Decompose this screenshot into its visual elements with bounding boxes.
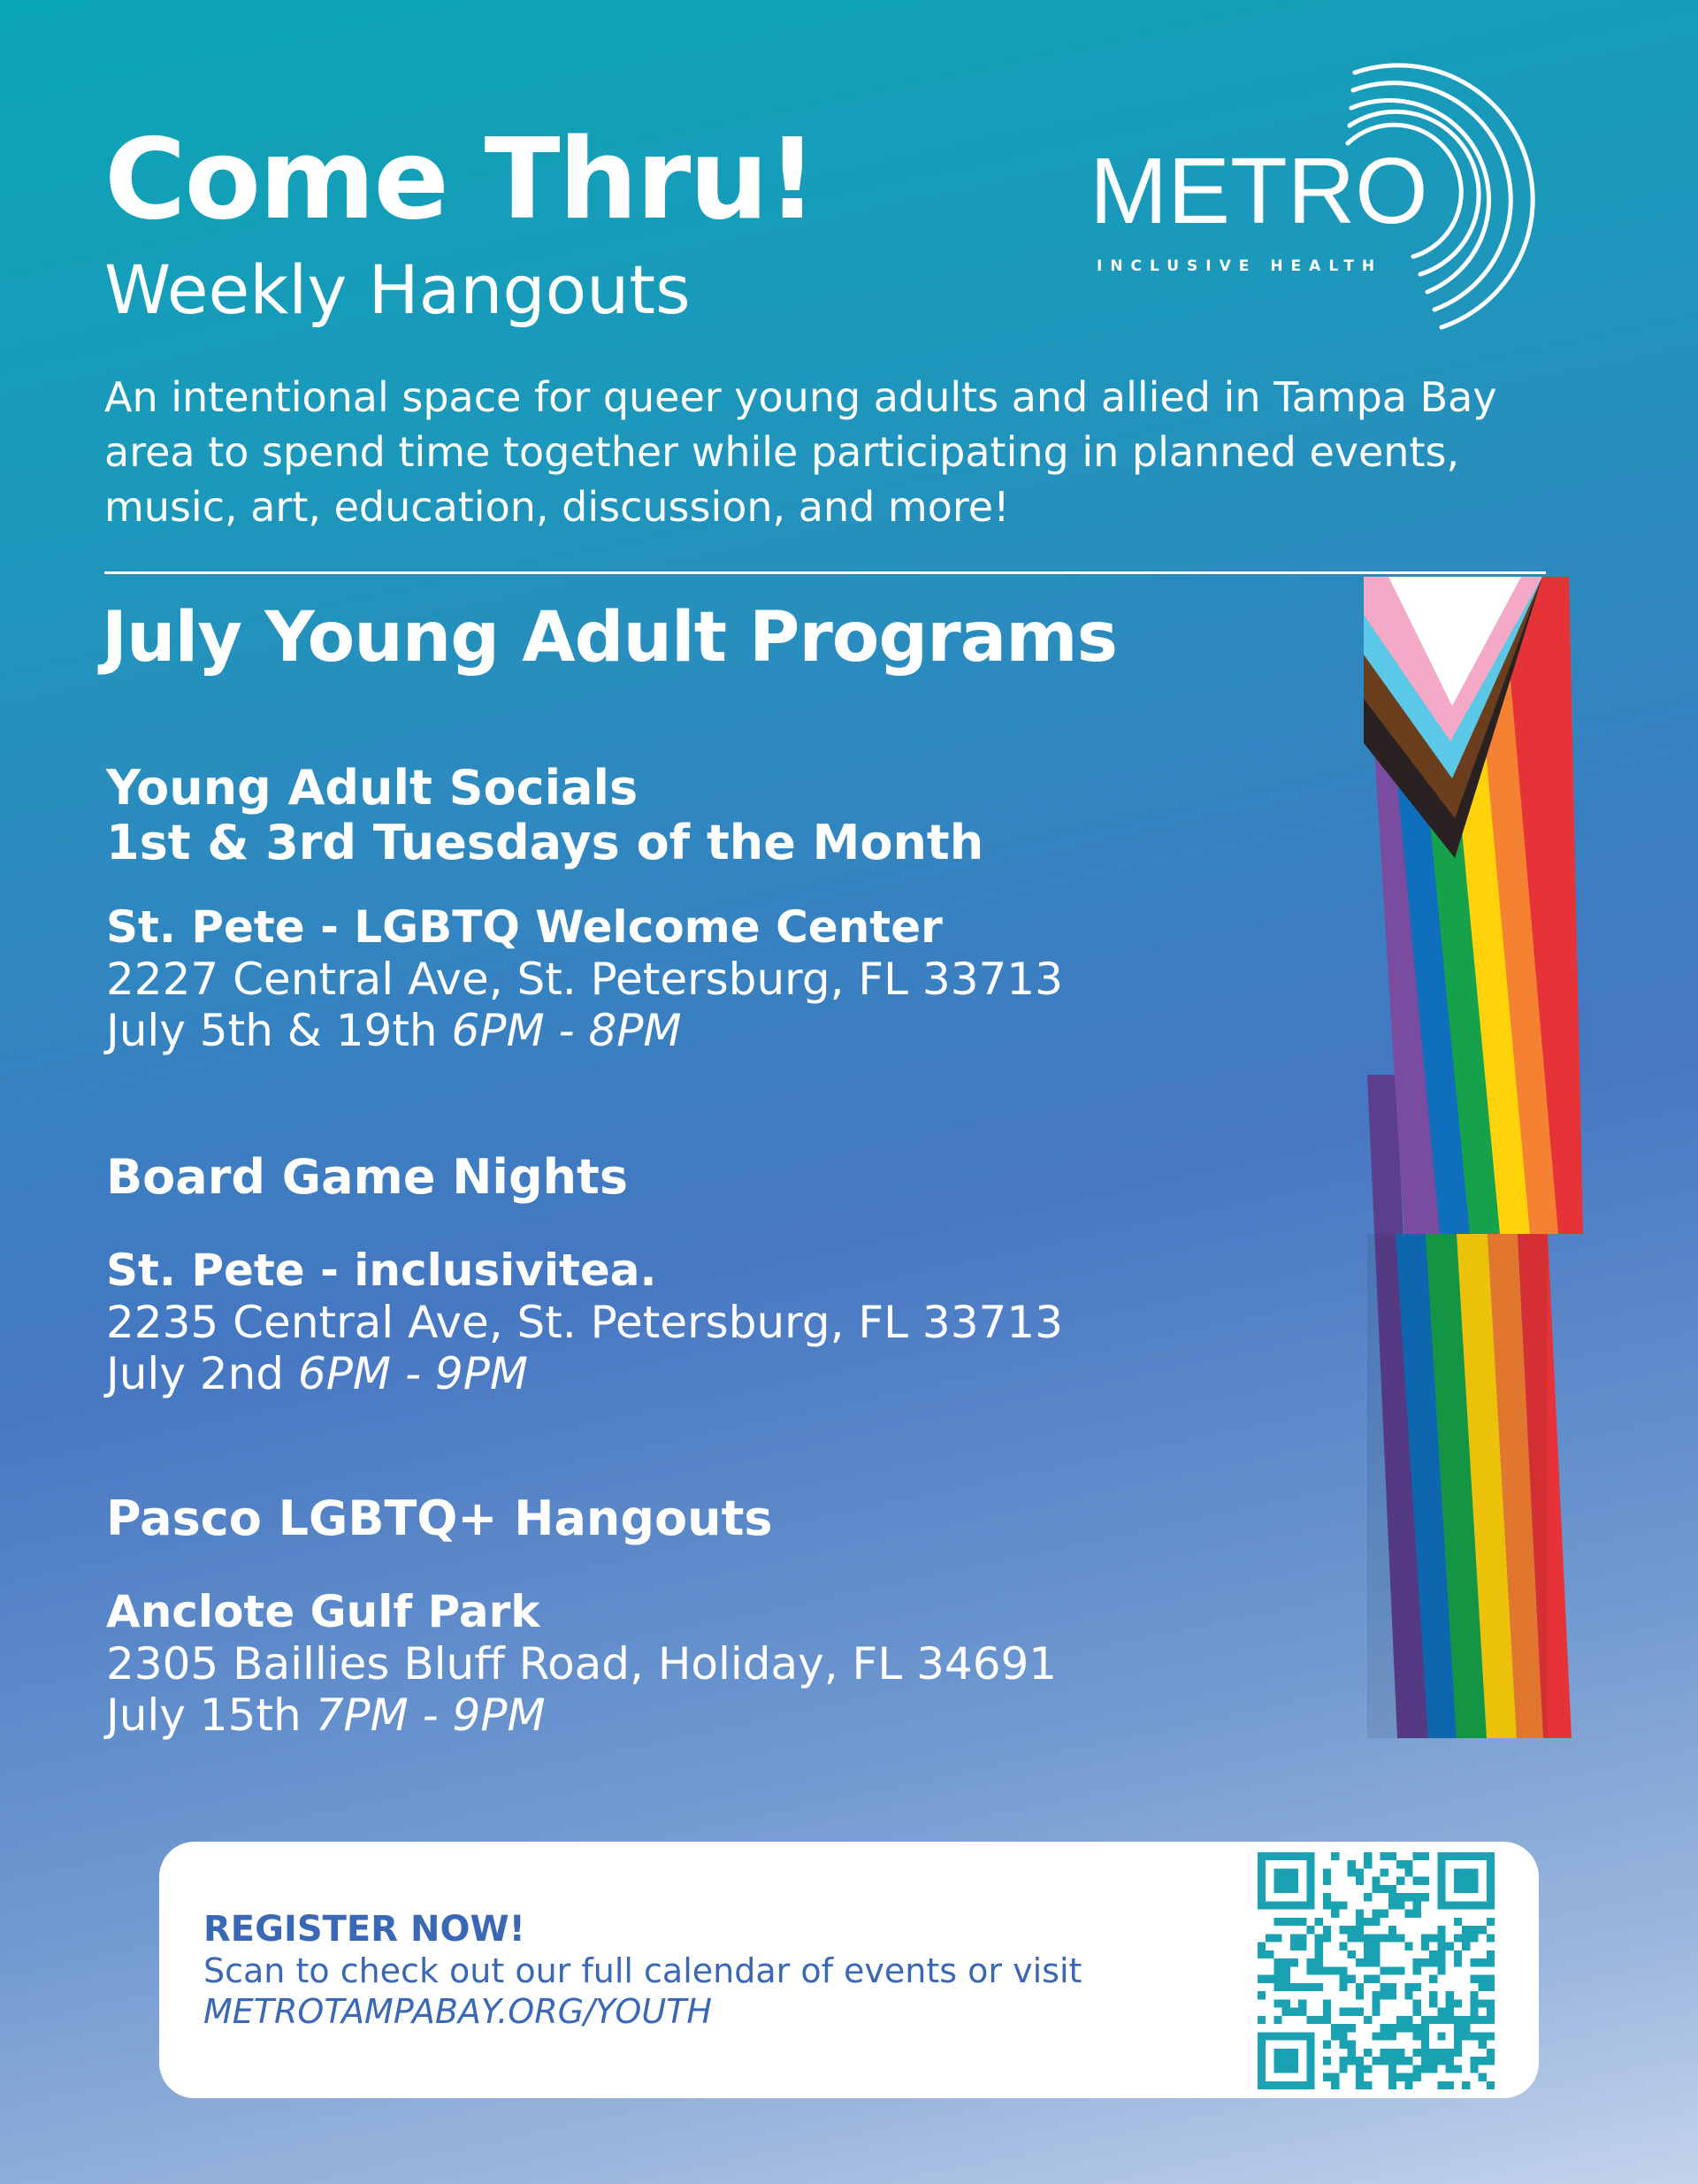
progress-pride-flag (1353, 566, 1618, 1743)
event-date-line (106, 1005, 1344, 1056)
event-address: 2305 Baillies Bluff Road, Holiday, FL 34691 (106, 1638, 1058, 1690)
event-time: 6PM - 9PM (297, 1348, 528, 1399)
divider (104, 571, 1546, 574)
event-name: Young Adult Socials (106, 760, 639, 816)
logo-wordmark: METRO (1090, 139, 1428, 243)
event-dates: July 2nd (106, 1348, 298, 1399)
event-name: Board Game Nights (106, 1149, 628, 1205)
event-time: 6PM - 8PM (451, 1005, 682, 1056)
qr-code[interactable] (1258, 1852, 1495, 2089)
event-time: 7PM - 9PM (315, 1690, 546, 1741)
event-date-line (106, 1348, 1344, 1399)
register-card (159, 1842, 1539, 2098)
event-name: Pasco LGBTQ+ Hangouts (106, 1490, 773, 1546)
event-schedule: 1st & 3rd Tuesdays of the Month (106, 815, 984, 870)
register-description: Scan to check out our full calendar of events or visit (203, 1951, 1082, 1990)
event-address: 2235 Central Ave, St. Petersburg, FL 33713 (106, 1297, 1063, 1348)
programs-heading: July Young Adult Programs (102, 598, 1118, 678)
logo-tagline: INCLUSIVE HEALTH (1097, 257, 1383, 275)
event-venue: St. Pete - inclusivitea. (106, 1245, 657, 1296)
event-date-line (106, 1690, 1344, 1741)
register-text (203, 1908, 1082, 2032)
event-address: 2227 Central Ave, St. Petersburg, FL 33713 (106, 954, 1063, 1005)
page-subtitle: Weekly Hangouts (104, 250, 691, 329)
register-title: REGISTER NOW! (203, 1909, 525, 1950)
event-venue: St. Pete - LGBTQ Welcome Center (106, 901, 943, 953)
event-board-game-nights (106, 1150, 1344, 1399)
register-url-link[interactable]: METROTAMPABAY.ORG/YOUTH (203, 1992, 712, 2031)
event-pasco-hangouts (106, 1491, 1344, 1741)
metro-logo (1088, 62, 1583, 336)
page-title: Come Thru! (104, 114, 816, 244)
intro-text: An intentional space for queer young adults and allied in Tampa Bay area to spend time together while participating in planned events, music, art, education, discussion, and more! (104, 373, 1497, 531)
event-dates: July 5th & 19th (106, 1005, 452, 1056)
event-dates: July 15th (106, 1690, 316, 1741)
event-young-adult-socials (106, 761, 1344, 1056)
event-venue: Anclote Gulf Park (106, 1586, 540, 1637)
